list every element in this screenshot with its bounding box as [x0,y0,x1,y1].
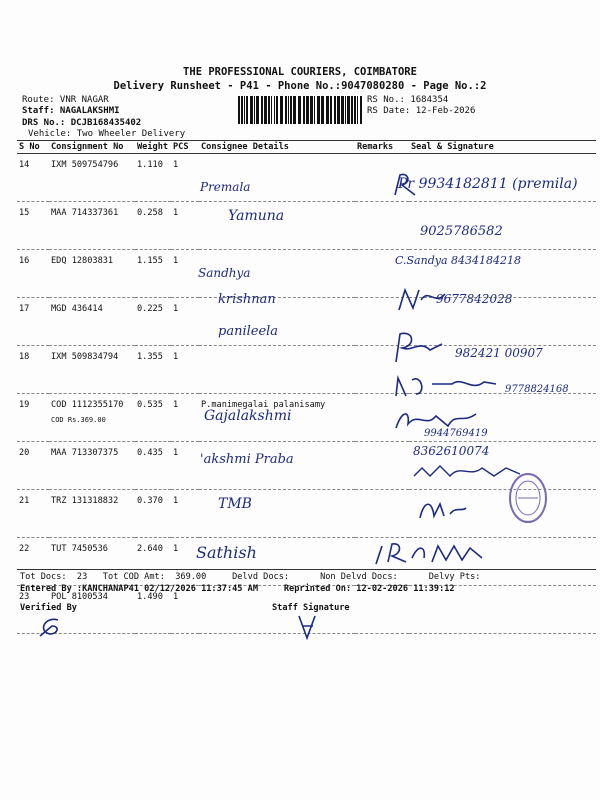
cell-weight: 0.258 [135,202,171,250]
cell-weight: 0.225 [135,298,171,346]
col-weight: Weight [135,141,171,154]
cell-consignment-no: MAA 714337361 [49,202,135,250]
col-pcs: PCS [171,141,199,154]
cell-weight: 0.535 [135,394,171,442]
hw-name-22: TMB [218,496,252,512]
cell-pcs: 1 [171,538,199,586]
table-row [17,394,596,442]
table-header-row [17,141,596,154]
cell-pcs: 1 [171,202,199,250]
hw-sig-21: 8362610074 [413,444,490,458]
runsheet-title: THE PROFESSIONAL COURIERS, COIMBATORE [183,66,417,78]
office-seal-stamp [508,472,548,524]
entered-by-line: Entered By :KANCHANAP41 02/12/2026 11:37:45 AM Reprinted On: 12-02-2026 11:39:12 [20,584,455,594]
drs-number: DRS No.: DCJB168435402 [22,118,142,128]
cell-pcs: 1 [171,346,199,394]
cell-sno: 14 [17,154,49,202]
hw-name-21: 'akshmi Praba [200,452,294,467]
cell-weight: 0.435 [135,442,171,490]
hw-name-15: Yamuna [228,208,285,224]
hw-sig-20: 9944769419 [424,428,488,439]
cell-pcs: 1 [171,298,199,346]
cell-weight: 2.640 [135,538,171,586]
signature-scribble-19 [392,370,502,400]
signature-scribble-18 [390,326,450,366]
cell-sno: 21 [17,490,49,538]
cell-pcs: 1 [171,490,199,538]
route-label: Route: VNR NAGAR [22,95,109,105]
cell-pcs: 1 [171,394,199,442]
hw-name-17: krishnan [218,292,276,307]
cell-weight: 1.155 [135,250,171,298]
cell-sno: 22 [17,538,49,586]
staff-signature-label: Staff Signature [272,603,350,613]
hw-sig-18: 982421 00907 [455,346,543,360]
cell-sno: 15 [17,202,49,250]
cell-pcs: 1 [171,250,199,298]
cell-sno: 16 [17,250,49,298]
cell-remarks [355,490,409,538]
cell-consignment-no [49,394,135,442]
col-remarks: Remarks [355,141,409,154]
runsheet-subtitle: Delivery Runsheet - P41 - Phone No.:9047080280 - Page No.:2 [113,80,487,92]
col-sno: S No [17,141,49,154]
hw-sig-14: Pr 9934182811 (premila) [398,176,578,192]
cod-amount-note: COD Rs.369.00 [51,416,106,424]
cell-weight: 1.355 [135,346,171,394]
rs-date: RS Date: 12-Feb-2026 [367,106,476,116]
verified-by-label: Verified By [20,603,77,613]
hw-sig-15: 9025786582 [420,224,503,239]
signature-scribble-23 [372,538,492,568]
cell-consignee-details [199,346,355,394]
hw-sig-16: C.Sandya 8434184218 [395,254,521,267]
cell-pcs: 1 [171,586,199,634]
cell-consignment-no: IXM 509834794 [49,346,135,394]
consignment-number: COD 1112355170 [51,400,124,410]
cell-sno: 20 [17,442,49,490]
staff-label: Staff: NAGALAKSHMI [22,106,120,116]
vehicle-label: Vehicle: Two Wheeler Delivery [28,129,186,139]
cell-weight: 0.370 [135,490,171,538]
col-consignee: Consignee Details [199,141,355,154]
cell-weight: 1.490 [135,586,171,634]
cell-pcs: 1 [171,442,199,490]
cell-weight: 1.110 [135,154,171,202]
table-row [17,202,596,250]
cell-consignment-no: MAA 713307375 [49,442,135,490]
cell-remarks [355,202,409,250]
totals-line: Tot Docs: 23 Tot COD Amt: 369.00 Delvd Docs: Non Delvd Docs: Delvy Pts: [20,572,481,582]
cell-consignee-details: P.manimegalai palanisamy [199,394,355,442]
verifier-signature [36,614,66,638]
cell-consignment-no: TRZ 131318832 [49,490,135,538]
hw-name-18: panileela [218,324,279,339]
cell-sno: 19 [17,394,49,442]
signature-scribble-14 [390,170,430,200]
cell-sno: 17 [17,298,49,346]
signature-scribble-17 [395,284,455,314]
cell-consignment-no: TUT 7450536 [49,538,135,586]
hw-sig-17: 9677842028 [436,292,513,306]
signature-scribble-22 [414,494,474,524]
cell-sno: 23 [17,586,49,634]
col-consignment: Consignment No [49,141,135,154]
hw-name-14: Premala [200,180,251,194]
cell-consignment-no: IXM 509754796 [49,154,135,202]
staff-signature-scribble [295,612,325,642]
cell-consignment-no: EDQ 12803831 [49,250,135,298]
cell-sno: 18 [17,346,49,394]
cell-consignment-no: MGD 436414 [49,298,135,346]
hw-name-20: Gajalakshmi [204,408,292,424]
footer-divider [17,569,596,570]
cell-pcs: 1 [171,154,199,202]
barcode-image [238,96,364,124]
cell-remarks [355,442,409,490]
cell-consignment-no: POL 8100534 [49,586,135,634]
signature-scribble-20 [392,404,482,434]
rs-number: RS No.: 1684354 [367,95,449,105]
hw-sig-19: 9778824168 [505,384,569,395]
col-signature: Seal & Signature [409,141,596,154]
cell-consignee-details [199,154,355,202]
hw-name-23: Sathish [196,543,257,562]
hw-name-16: Sandhya [198,266,251,280]
